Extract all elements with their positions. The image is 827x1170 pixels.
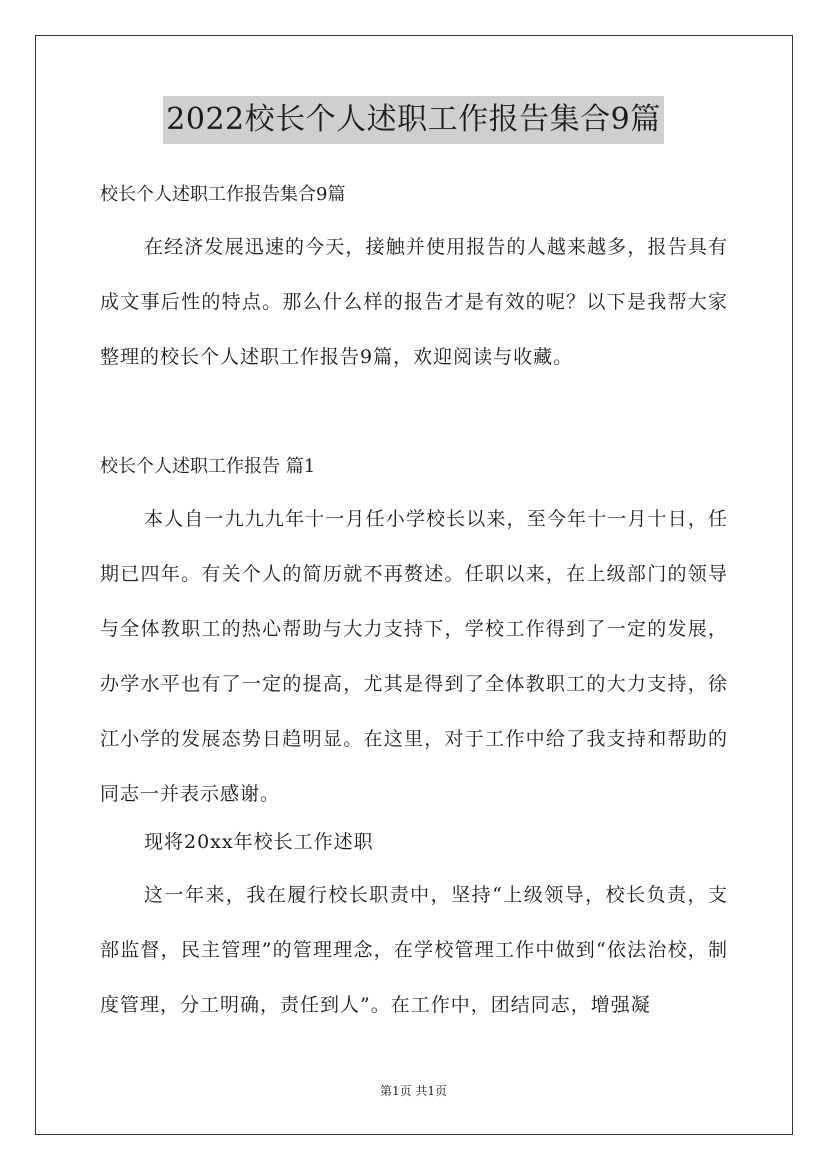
section1-paragraph-2: 现将20xx年校长工作述职 [144,831,374,853]
intro-paragraph: 在经济发展迅速的今天，接触并使用报告的人越来越多，报告具有成文事后性的特点。那么什么样的报告才是有效的呢？以下是我帮大家整理的校长个人述职工作报告9篇，欢迎阅读与收藏。 [100,236,728,368]
section1-paragraph-3: 这一年来，我在履行校长职责中，坚持“上级领导，校长负责，支部监督，民主管理”的管理理念，在学校管理工作中做到“依法治校，制度管理，分工明确，责任到人”。在工作中，团结同志，增强凝 [100,884,728,1016]
document-subtitle: 校长个人述职工作报告集合9篇 [100,184,346,205]
section-heading-1: 校长个人述职工作报告 篇1 [100,456,316,477]
section1-paragraph-1: 本人自一九九九年十一月任小学校长以来，至今年十一月十日，任期已四年。有关个人的简历就不再赘述。任职以来，在上级部门的领导与全体教职工的热心帮助与大力支持下，学校工作得到了一定的发展，办学水平也有了一定的提高，尤其是得到了全体教职工的大力支持，徐江小学的发展态势日趋明显。在这里，对于工作中给了我支持和帮助的同志一并表示感谢。 [100,508,728,805]
page-footer: 第1页 共1页 [379,1084,448,1098]
title-container [0,96,827,144]
document-title: 2022校长个人述职工作报告集合9篇 [163,96,663,144]
